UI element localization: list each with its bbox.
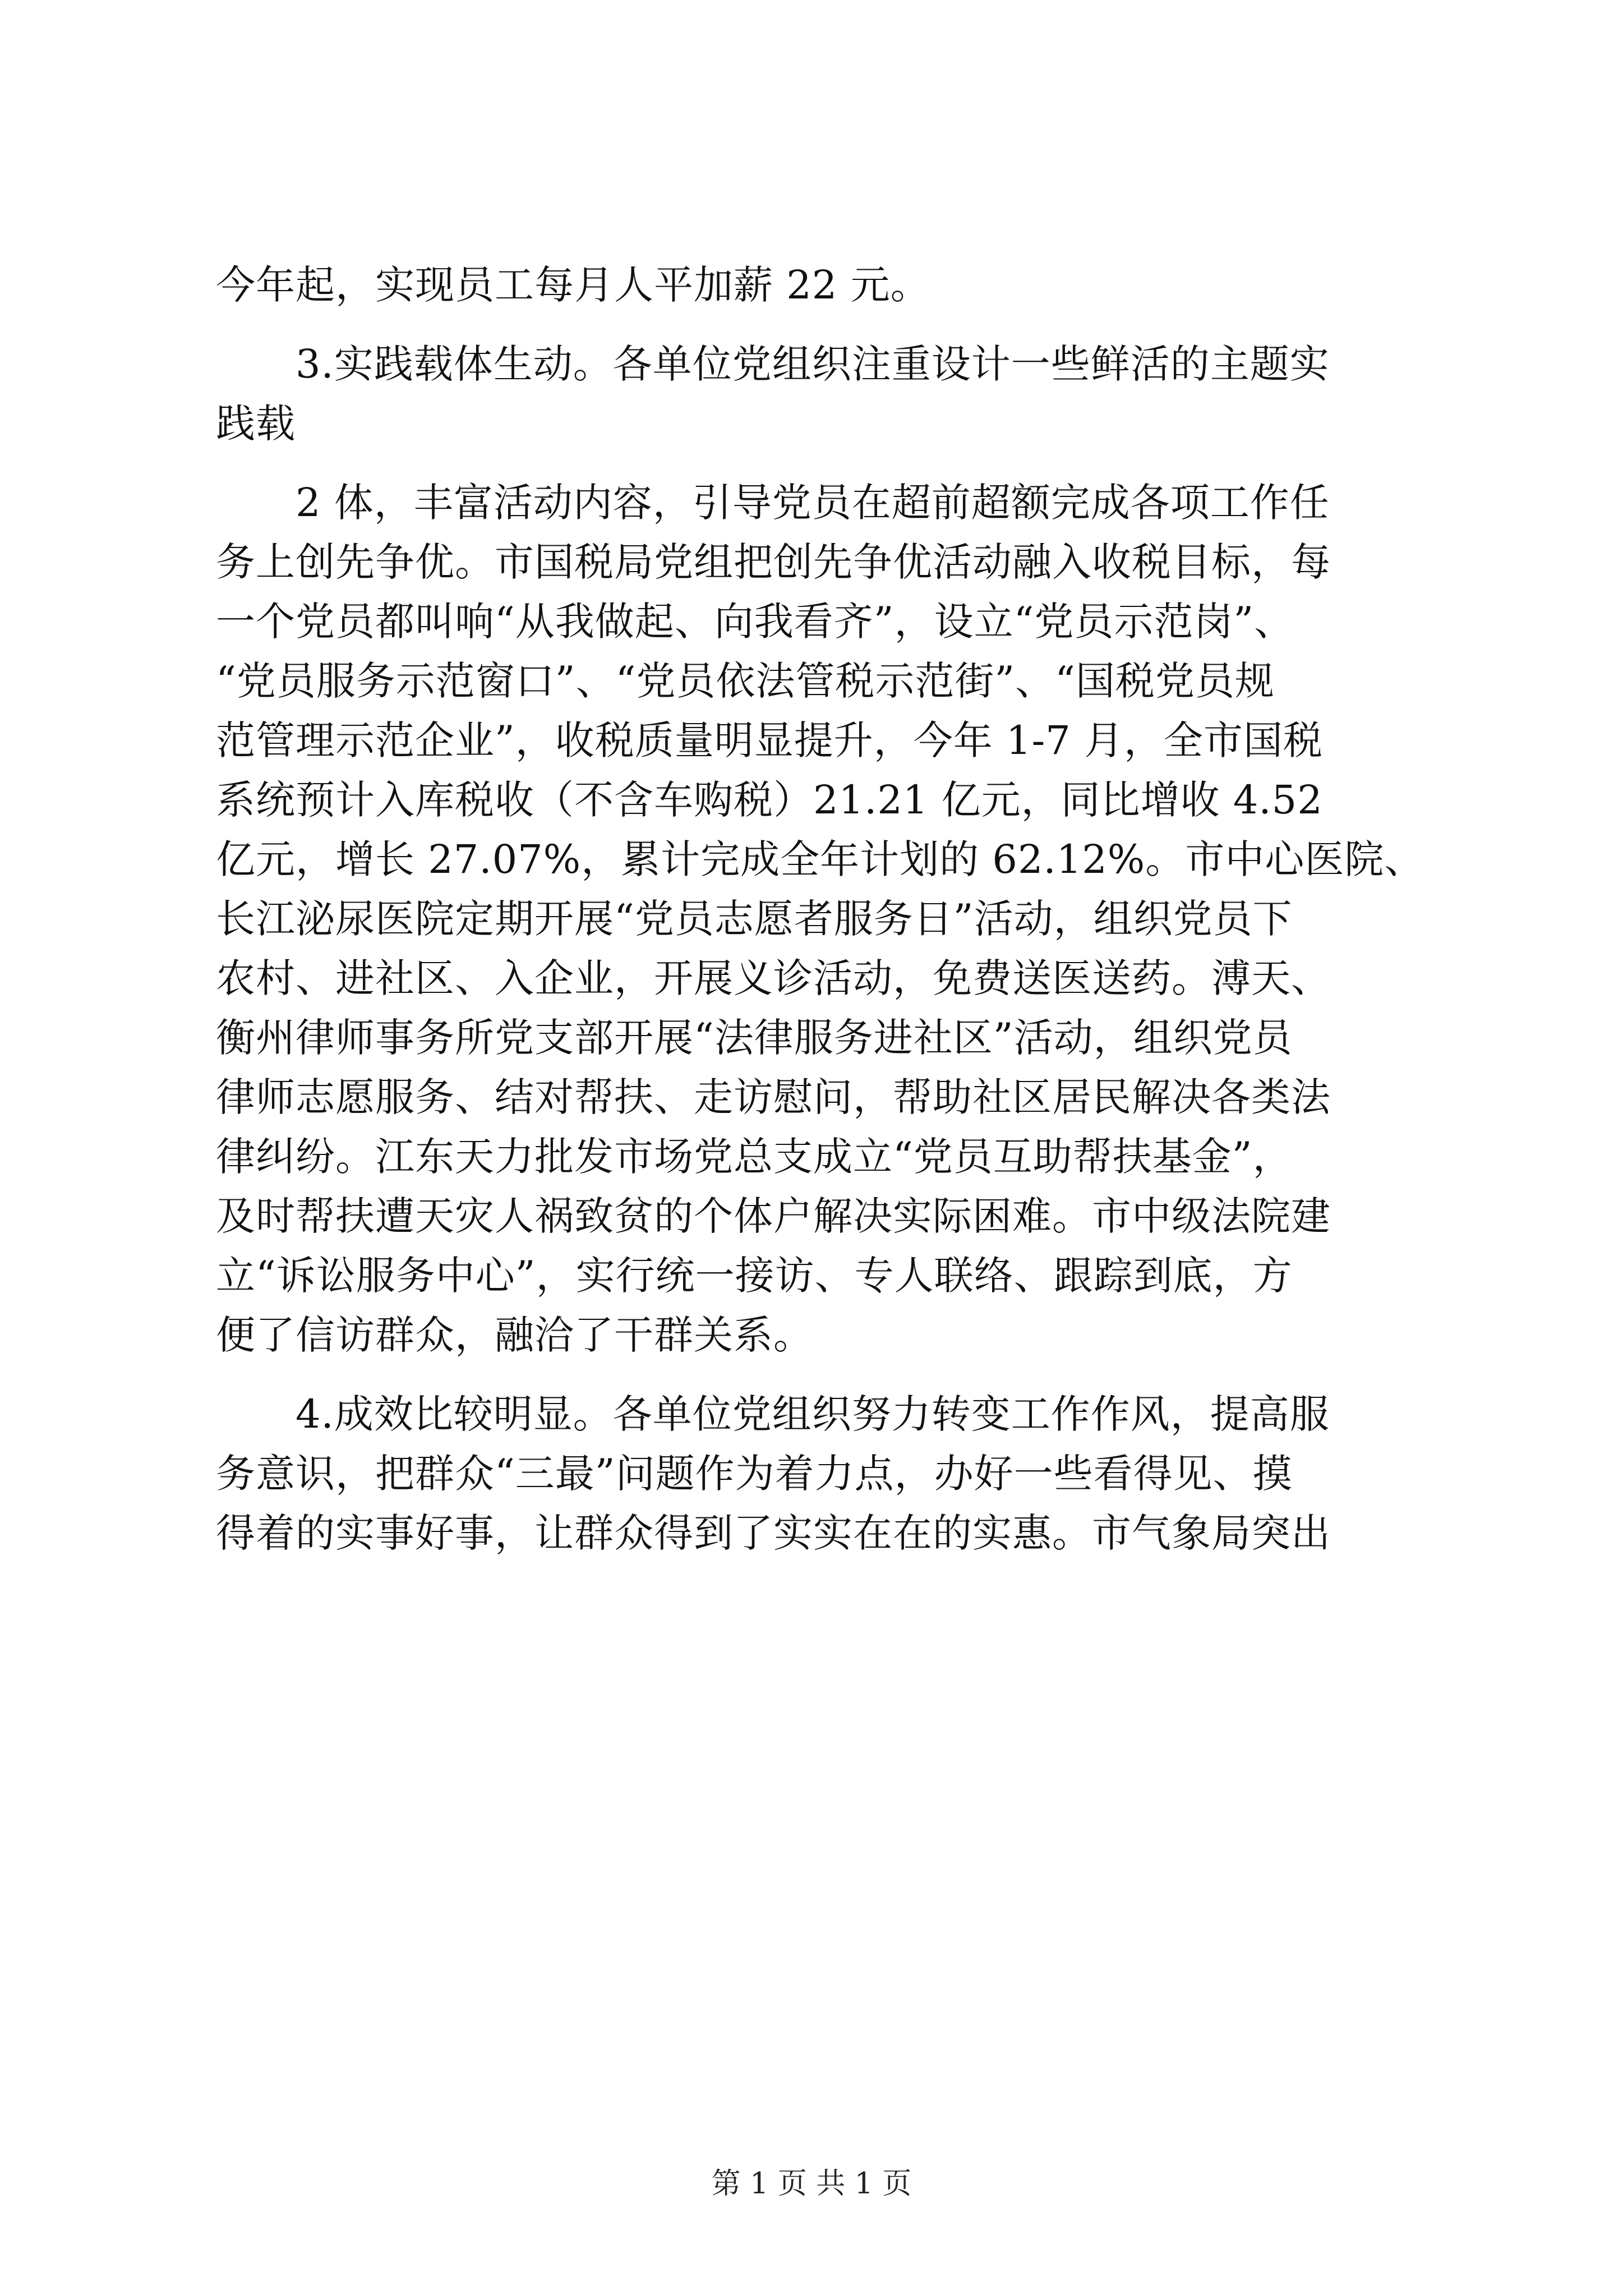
text-line: 衡州律师事务所党支部开展“法律服务进社区”活动，组织党员: [216, 1015, 1293, 1061]
text-line: 亿元，增长 27.07%，累计完成全年计划的 62.12%。市中心医院、: [216, 836, 1424, 882]
text-line: 律纠纷。江东天力批发市场党总支成立“党员互助帮扶基金”，: [216, 1134, 1293, 1180]
text-line: 践载: [216, 401, 296, 447]
text-line: 立“诉讼服务中心”，实行统一接访、专人联络、跟踪到底，方: [216, 1253, 1293, 1299]
text-line: 及时帮扶遭天灾人祸致贫的个体户解决实际困难。市中级法院建: [216, 1193, 1331, 1239]
text-line: 得着的实事好事，让群众得到了实实在在的实惠。市气象局突出: [216, 1510, 1331, 1556]
text-line: 一个党员都叫响“从我做起、向我看齐”，设立“党员示范岗”、: [216, 599, 1294, 645]
text-line: 务上创先争优。市国税局党组把创先争优活动融入收税目标，每: [216, 539, 1331, 585]
page-footer: 第 1 页 共 1 页: [711, 2167, 912, 2201]
text-line: 务意识，把群众“三最”问题作为着力点，办好一些看得见、摸: [216, 1451, 1293, 1497]
paragraph-3-start: 3.实践载体生动。各单位党组织注重设计一些鲜活的主题实: [296, 341, 1330, 387]
text-line: 长江泌尿医院定期开展“党员志愿者服务日”活动，组织党员下: [216, 896, 1293, 942]
text-line: 今年起，实现员工每月人平加薪 22 元。: [216, 262, 930, 308]
text-line: 律师志愿服务、结对帮扶、走访慰问，帮助社区居民解决各类法: [216, 1074, 1331, 1120]
text-line: “党员服务示范窗口”、“党员依法管税示范街”、“国税党员规: [216, 658, 1275, 704]
document-body: [216, 255, 1424, 1563]
text-line: 便了信访群众，融洽了干群关系。: [216, 1312, 813, 1358]
paragraph-4-start: 4.成效比较明显。各单位党组织努力转变工作作风，提高服: [296, 1391, 1330, 1437]
text-line: 农村、进社区、入企业，开展义诊活动，免费送医送药。溥天、: [216, 955, 1331, 1001]
paragraph-start: 2 体，丰富活动内容，引导党员在超前超额完成各项工作任: [296, 480, 1330, 526]
text-line: 范管理示范企业”，收税质量明显提升，今年 1-7 月，全市国税: [216, 717, 1324, 763]
text-line: 系统预计入库税收（不含车购税）21.21 亿元，同比增收 4.52: [216, 777, 1323, 823]
